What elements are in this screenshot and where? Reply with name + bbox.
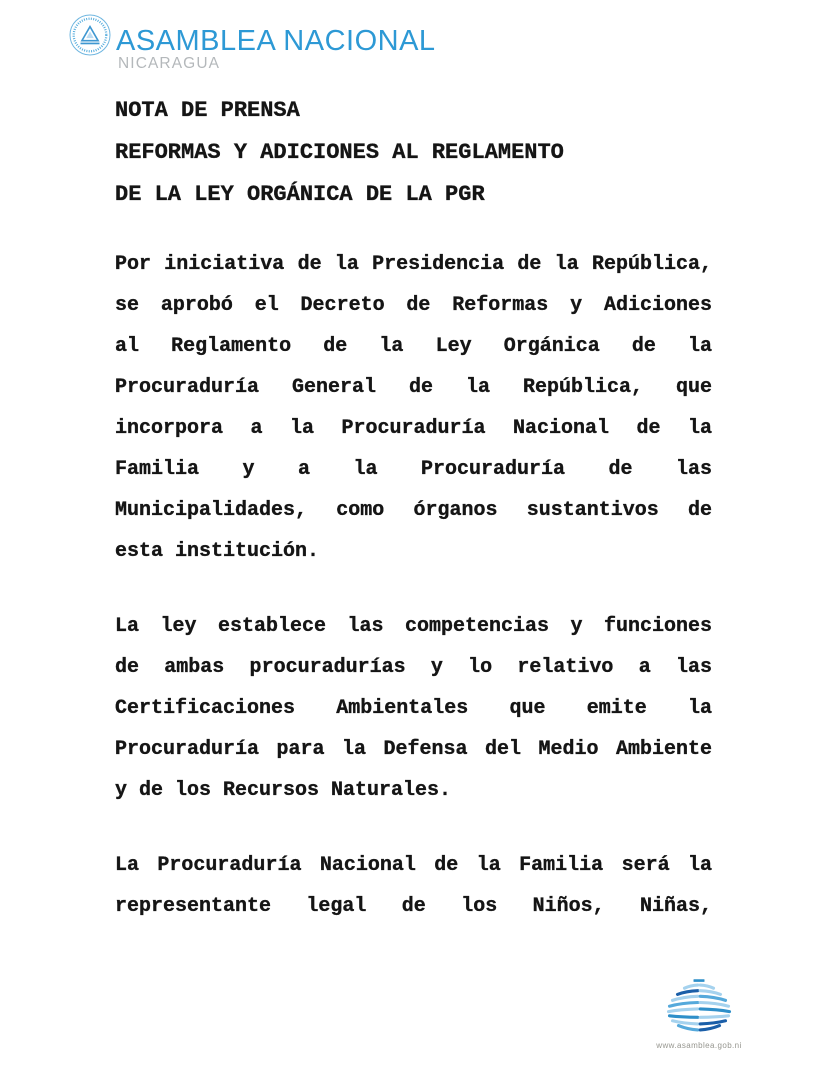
body-line: Por iniciativa de la Presidencia de la República, xyxy=(115,253,712,276)
document-content xyxy=(115,90,712,961)
body-line: Procuraduría General de la República, que xyxy=(115,376,712,399)
title-line: REFORMAS Y ADICIONES AL REGLAMENTO xyxy=(115,140,564,165)
asamblea-nacional-seal-icon xyxy=(69,14,111,56)
paragraph xyxy=(115,845,712,927)
body-line: de ambas procuradurías y lo relativo a las xyxy=(115,656,712,679)
brand-title: ASAMBLEA NACIONAL xyxy=(116,25,436,57)
body-line: esta institución. xyxy=(115,540,320,563)
body-line: se aprobó el Decreto de Reformas y Adiciones xyxy=(115,294,712,317)
body-line: Municipalidades, como órganos sustantivos de xyxy=(115,499,712,522)
title-line: DE LA LEY ORGÁNICA DE LA PGR xyxy=(115,182,485,207)
body-line: y de los Recursos Naturales. xyxy=(115,779,452,802)
paragraph xyxy=(115,244,712,572)
paragraph xyxy=(115,606,712,811)
body-line: al Reglamento de la Ley Orgánica de la xyxy=(115,335,712,358)
body-line: incorpora a la Procuraduría Nacional de la xyxy=(115,417,712,440)
body-line: Certificaciones Ambientales que emite la xyxy=(115,697,712,720)
title-line: NOTA DE PRENSA xyxy=(115,98,300,123)
document-title xyxy=(115,90,712,216)
brand-country: NICARAGUA xyxy=(118,55,221,72)
body-line: La Procuraduría Nacional de la Familia será la xyxy=(115,854,712,877)
website-url: www.asamblea.gob.ni xyxy=(656,1041,742,1050)
document-body xyxy=(115,244,712,927)
body-line: La ley establece las competencias y funciones xyxy=(115,615,712,638)
body-line: Familia y a la Procuraduría de las xyxy=(115,458,712,481)
body-line: representante legal de los Niños, Niñas, xyxy=(115,895,712,918)
body-line: Procuraduría para la Defensa del Medio Ambiente xyxy=(115,738,712,761)
asamblea-globe-logo-icon xyxy=(657,977,741,1041)
